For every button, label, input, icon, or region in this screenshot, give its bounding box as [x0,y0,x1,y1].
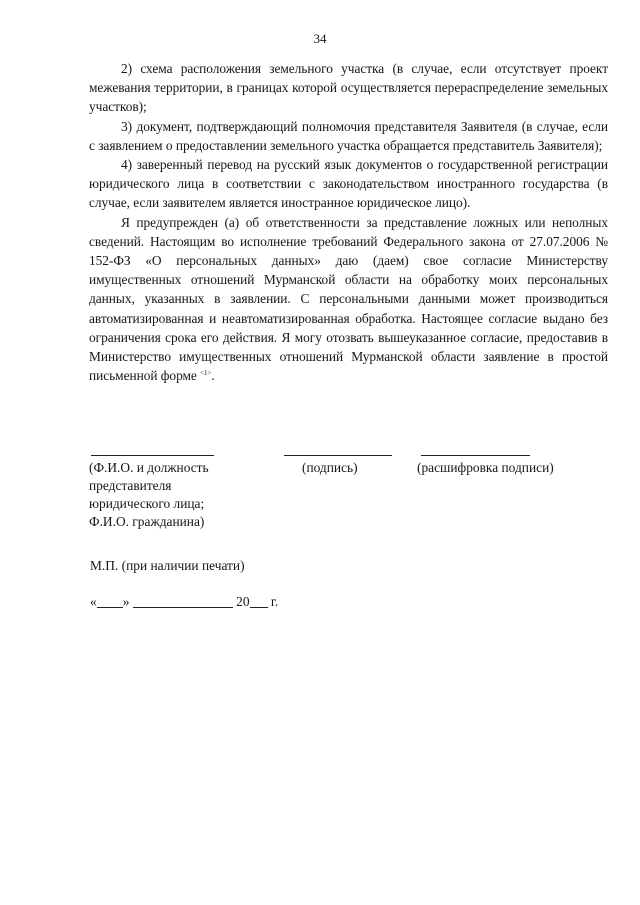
signature-label: (подпись) [302,460,358,475]
signature-decode-label: (расшифровка подписи) [417,460,554,475]
month-blank [133,594,233,608]
fio-label: (Ф.И.О. и должность представителя юридического лица; Ф.И.О. гражданина) [89,460,209,529]
page-number: 34 [313,31,327,46]
stamp-label: М.П. (при наличии печати) [90,558,245,573]
document-body [89,59,608,385]
decode-signature-line [421,455,530,456]
list-item: 3) документ, подтверждающий полномочия представителя Заявителя (в случае, если с заявлением о предоставлении земельного участка обращается представитель Заявителя); [89,118,608,153]
date-line: « » 20 г. [90,594,279,609]
list-item: 2) схема расположения земельного участка (в случае, если отсутствует проект межевания территории, в границах которой осуществляется перераспределение земельных участков); [89,61,608,115]
consent-end: . [211,368,215,384]
list-item: 4) заверенный перевод на русский язык документов о государственной регистрации юридического лица в соответствии с законодательством иностранного государства (в случае, если заявителем является иностранное юридическое лицо). [89,157,608,211]
sign-signature-line [284,455,392,456]
year-blank [250,594,268,608]
fio-signature-line [91,455,214,456]
footnote-mark: <1> [200,369,212,378]
day-blank [97,594,123,608]
consent-text: Я предупрежден (а) об ответственности за представление ложных или неполных сведений. Настоящим во исполнение требований Федерального закона от 27.07.2006 № 152-ФЗ «О персональных данных» даю (даем) свое согласие Министерству имущественных отношений Мурманской области на обработку моих персональных данных, указанных в заявлении. С персональными данными может производиться автоматизированная и неавтоматизированная обработка. Настоящее согласие выдано без ограничения срока его действия. Я могу отозвать вышеуказанное согласие, предоставив в Министерство имущественных отношений Мурманской области заявление в простой письменной форме [89,214,608,384]
consent-paragraph [89,213,608,386]
